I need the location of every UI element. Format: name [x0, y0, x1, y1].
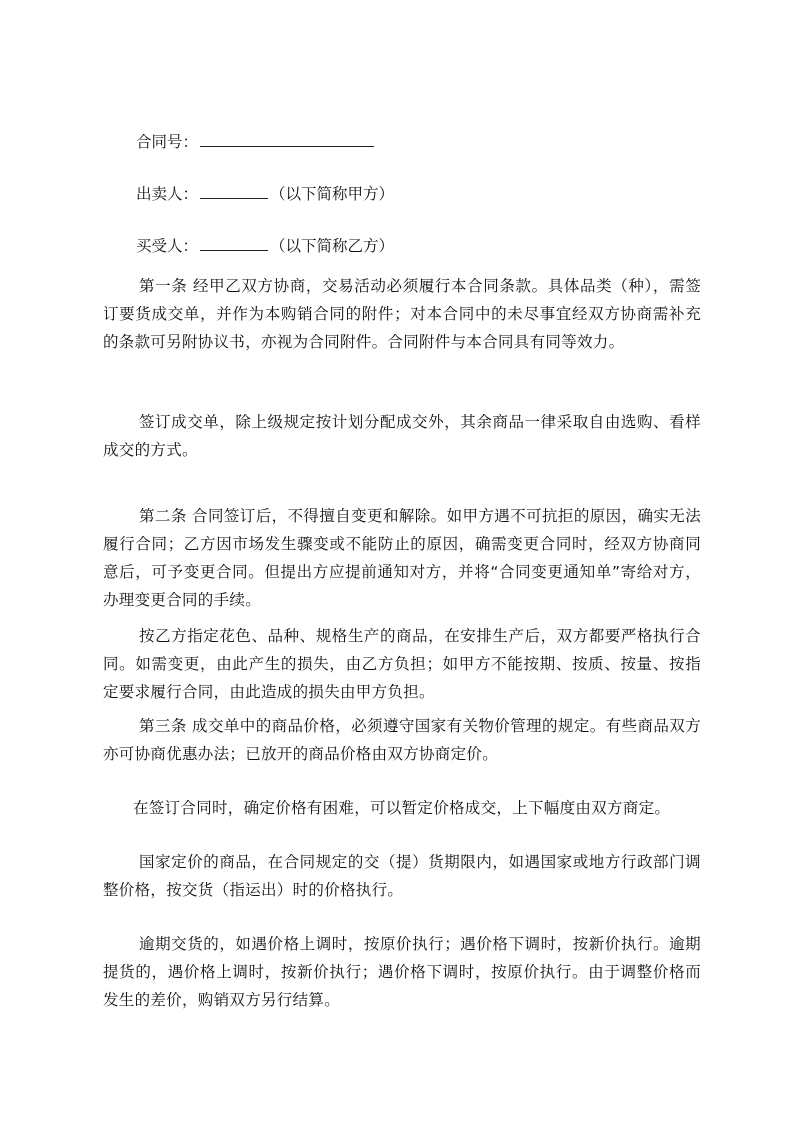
contract-number-blank [200, 132, 374, 147]
seller-line [136, 184, 394, 204]
paragraph-specified-goods: 按乙方指定花色、品种、规格生产的商品，在安排生产后，双方都要严格执行合同。如需变更，由此产生的损失，由乙方负担；如甲方不能按期、按质、按量、按指定要求履行合同，由此造成的损失由甲方负担。 [103, 627, 701, 701]
seller-label: 出卖人： [136, 185, 199, 203]
contract-number-label: 合同号： [136, 133, 199, 151]
buyer-label: 买受人： [136, 237, 199, 255]
paragraph-state-pricing: 国家定价的商品，在合同规定的交（提）货期限内，如遇国家或地方行政部门调整价格，按交货（指运出）时的价格执行。 [103, 853, 701, 899]
paragraph-article-2: 第二条 合同签订后，不得擅自变更和解除。如甲方遇不可抗拒的原因，确实无法履行合同；乙方因市场发生骤变或不能防止的原因，确需变更合同时，经双方协商同意后，可予变更合同。但提出方应提前通知对方，并将“合同变更通知单”寄给对方，办理变更合同的手续。 [103, 507, 701, 609]
paragraph-article-3: 第三条 成交单中的商品价格，必须遵守国家有关物价管理的规定。有些商品双方亦可协商优惠办法；已放开的商品价格由双方协商定价。 [103, 717, 701, 763]
paragraph-transaction-sheet: 签订成交单，除上级规定按计划分配成交外，其余商品一律采取自由选购、看样成交的方式。 [103, 413, 701, 459]
paragraph-provisional-price: 在签订合同时，确定价格有困难，可以暂定价格成交，上下幅度由双方商定。 [133, 799, 671, 817]
buyer-line [136, 236, 394, 256]
seller-suffix: （以下简称甲方） [270, 185, 395, 203]
buyer-blank [200, 236, 268, 251]
contract-number-line [136, 132, 376, 152]
seller-blank [200, 184, 268, 199]
paragraph-late-delivery: 逾期交货的，如遇价格上调时，按原价执行；遇价格下调时，按新价执行。逾期提货的，遇价格上调时，按新价执行；遇价格下调时，按原价执行。由于调整价格而发生的差价，购销双方另行结算。 [103, 935, 701, 1009]
buyer-suffix: （以下简称乙方） [270, 237, 395, 255]
paragraph-article-1: 第一条 经甲乙双方协商，交易活动必须履行本合同条款。具体品类（种），需签订要货成交单，并作为本购销合同的附件；对本合同中的未尽事宜经双方协商需补充的条款可另附协议书，亦视为合同附件。合同附件与本合同具有同等效力。 [103, 277, 701, 351]
